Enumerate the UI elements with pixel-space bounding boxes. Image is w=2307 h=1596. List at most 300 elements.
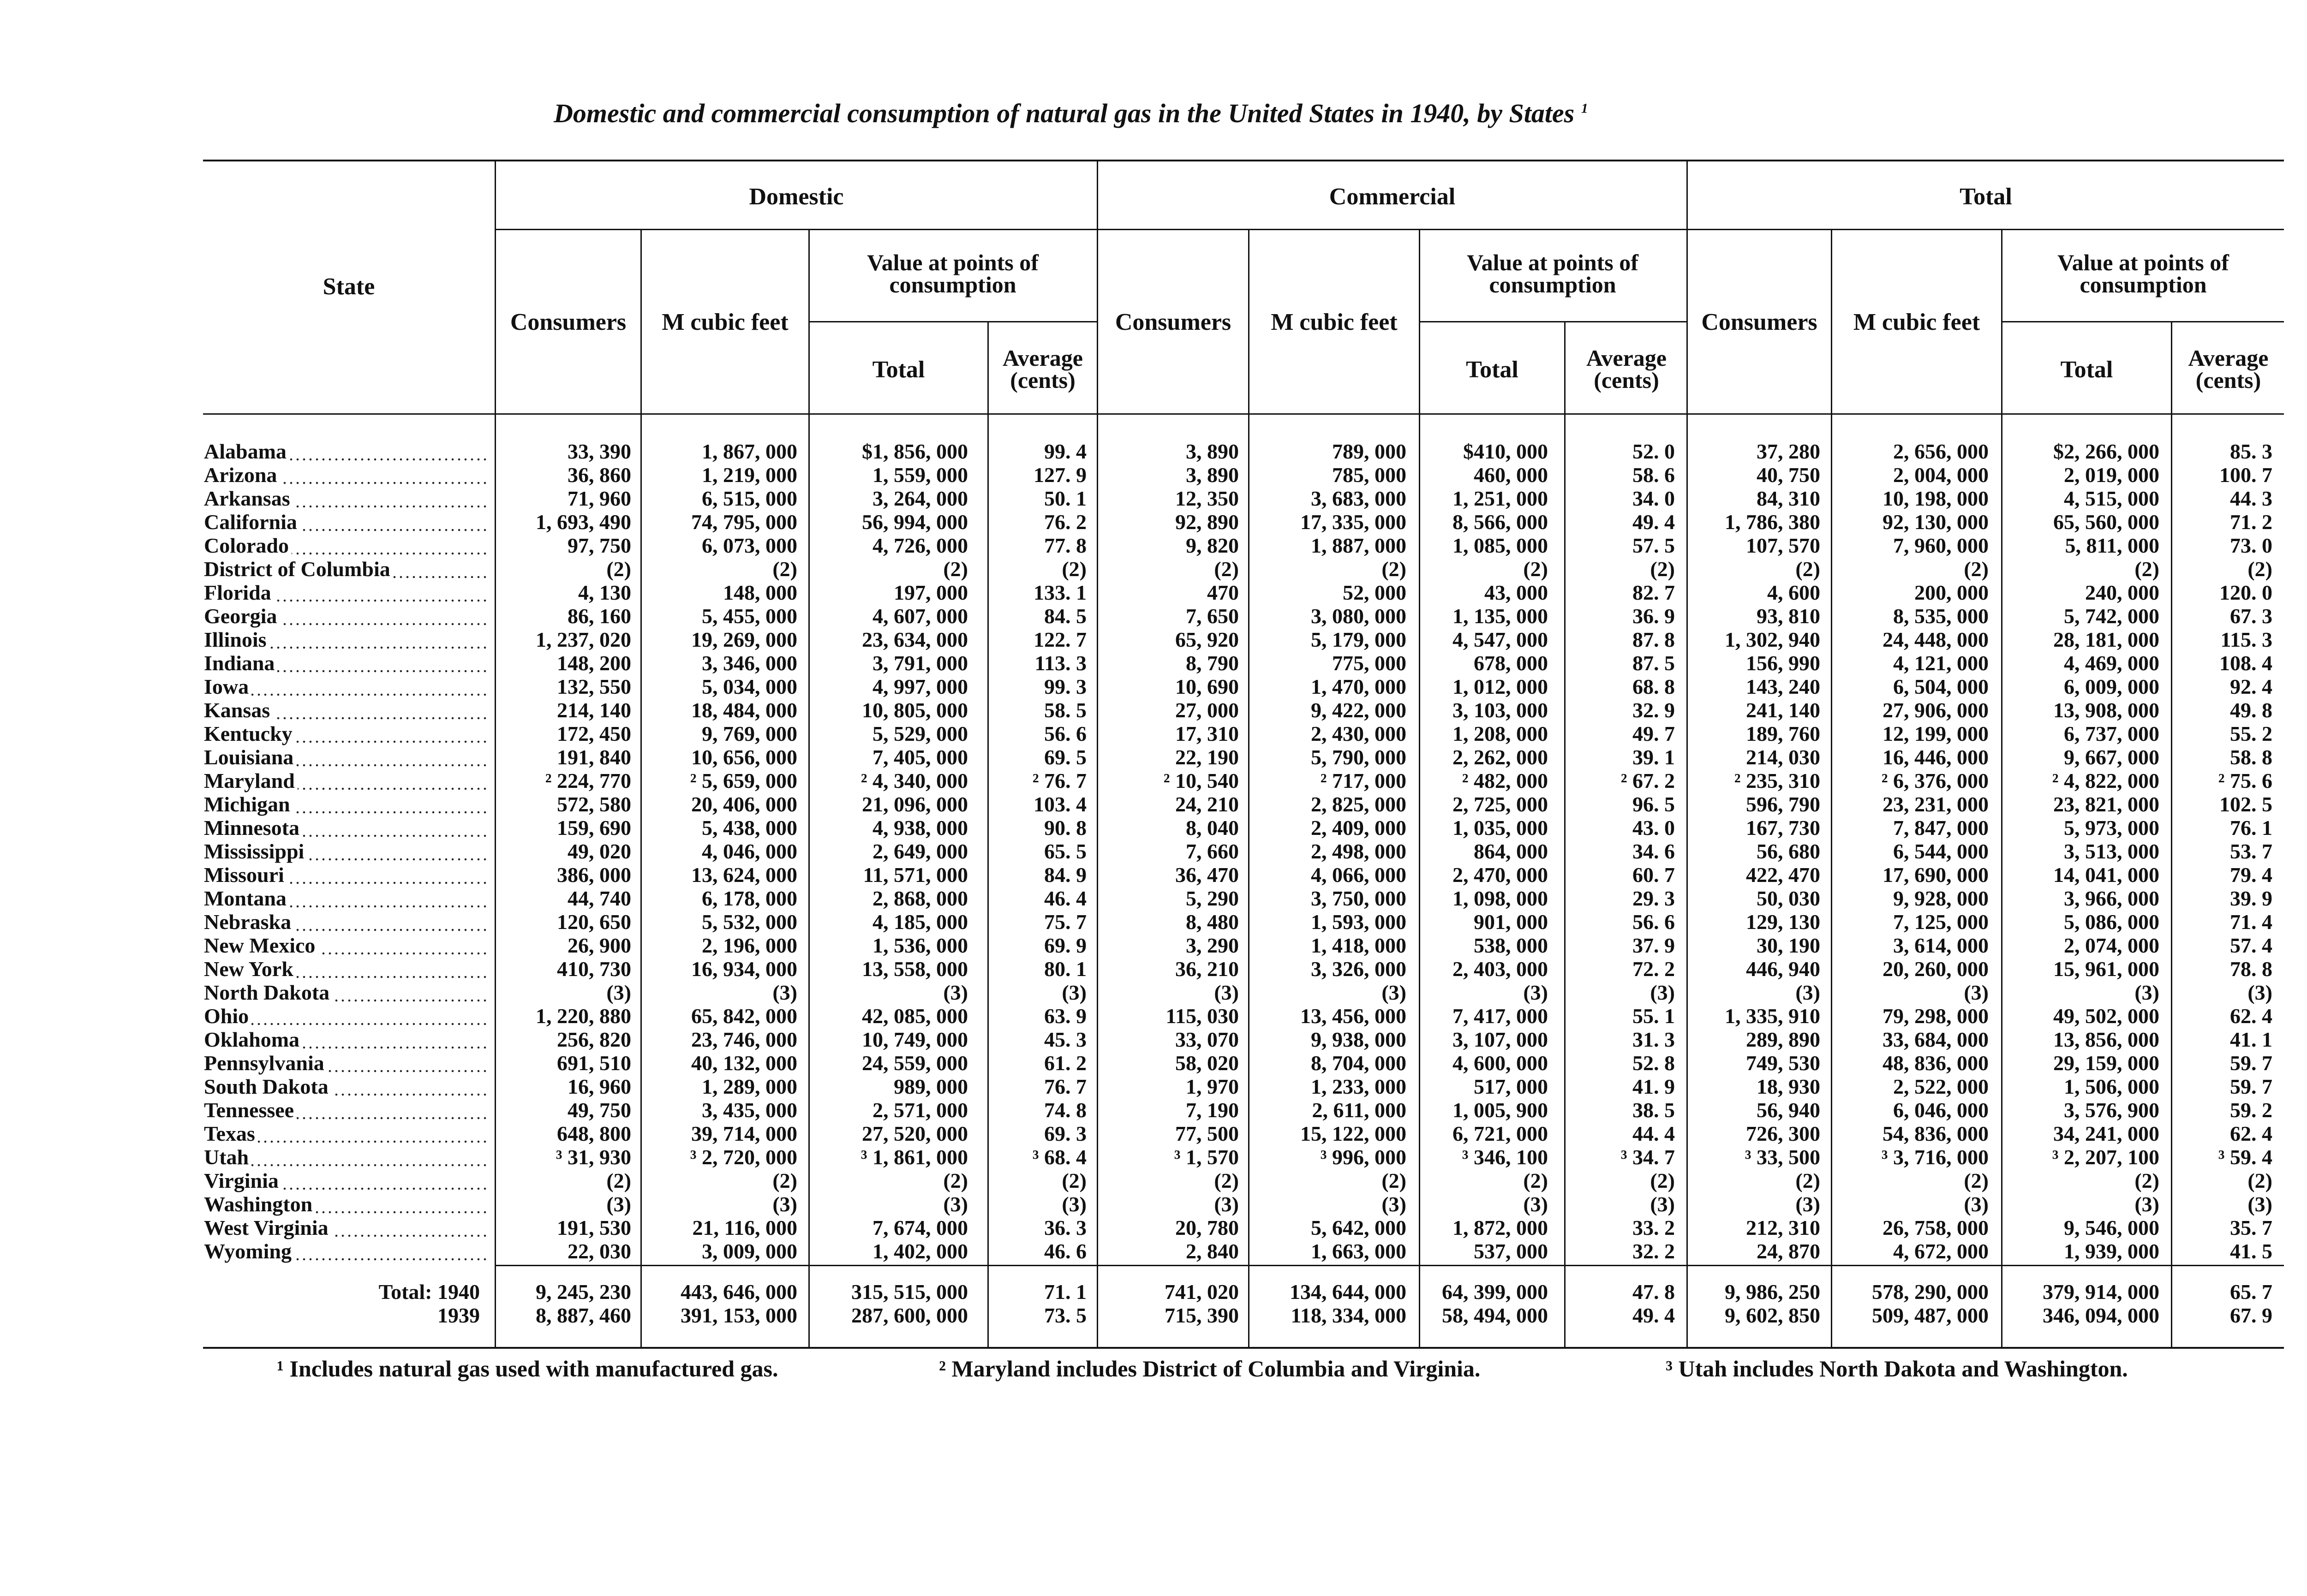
footnote-3: ³ Utah includes North Dakota and Washington. bbox=[1666, 1356, 2128, 1382]
cell-t-cons: 241, 140 bbox=[1746, 698, 1820, 722]
cell-t-val: 379, 914, 000 bbox=[2043, 1280, 2159, 1304]
cell-d-avg: 69. 9 bbox=[1044, 934, 1087, 957]
cell-d-cons: 386, 000 bbox=[557, 863, 631, 887]
table-row bbox=[0, 1075, 2307, 1098]
cell-d-mcf: ² 5, 659, 000 bbox=[690, 769, 797, 792]
cell-d-mcf: (2) bbox=[772, 1169, 797, 1192]
cell-d-val: 315, 515, 000 bbox=[851, 1280, 968, 1304]
cell-d-cons: 159, 690 bbox=[557, 816, 631, 840]
cell-t-val: $2, 266, 000 bbox=[2053, 440, 2159, 463]
cell-c-cons: 115, 030 bbox=[1165, 1004, 1239, 1028]
table-row bbox=[0, 440, 2307, 463]
cell-d-val: 197, 000 bbox=[894, 581, 968, 604]
cell-t-mcf: (3) bbox=[1964, 1192, 1989, 1216]
cell-t-cons: 84, 310 bbox=[1757, 487, 1820, 510]
cell-t-avg: 53. 7 bbox=[2230, 840, 2272, 863]
state-name: Indiana bbox=[204, 651, 490, 675]
cell-c-avg: 57. 5 bbox=[1632, 534, 1675, 557]
cell-d-val: 2, 571, 000 bbox=[873, 1098, 968, 1122]
cell-c-avg: 34. 6 bbox=[1632, 840, 1675, 863]
cell-d-cons: ² 224, 770 bbox=[545, 769, 631, 792]
table-row bbox=[0, 487, 2307, 510]
cell-d-val: 21, 096, 000 bbox=[862, 792, 968, 816]
cell-c-avg: 58. 6 bbox=[1632, 463, 1675, 487]
cell-c-avg: 39. 1 bbox=[1632, 745, 1675, 769]
table-row bbox=[0, 628, 2307, 651]
cell-t-mcf: 6, 046, 000 bbox=[1893, 1098, 1989, 1122]
cell-t-cons: 129, 130 bbox=[1746, 910, 1820, 934]
cell-t-cons: (2) bbox=[1795, 557, 1820, 581]
cell-d-avg: (3) bbox=[1062, 1192, 1087, 1216]
state-name: Georgia bbox=[204, 604, 490, 628]
cell-d-avg: 63. 9 bbox=[1044, 1004, 1087, 1028]
cell-d-val: 2, 649, 000 bbox=[873, 840, 968, 863]
cell-d-avg: 127. 9 bbox=[1034, 463, 1087, 487]
cell-t-val: 23, 821, 000 bbox=[2053, 792, 2159, 816]
cell-c-val: 1, 135, 000 bbox=[1452, 604, 1548, 628]
cell-d-cons: 4, 130 bbox=[578, 581, 631, 604]
cell-c-avg: 56. 6 bbox=[1632, 910, 1675, 934]
cell-t-val: 5, 086, 000 bbox=[2064, 910, 2159, 934]
cell-d-avg: 61. 2 bbox=[1044, 1051, 1087, 1075]
state-name: Colorado bbox=[204, 534, 490, 557]
cell-t-mcf: ³ 3, 716, 000 bbox=[1881, 1145, 1989, 1169]
cell-c-val: 1, 208, 000 bbox=[1452, 722, 1548, 745]
header-commercial: Commercial bbox=[1329, 184, 1456, 210]
cell-t-avg: 76. 1 bbox=[2230, 816, 2272, 840]
cell-t-mcf: 509, 487, 000 bbox=[1872, 1304, 1989, 1327]
cell-t-cons: 50, 030 bbox=[1757, 887, 1820, 910]
cell-d-mcf: 1, 867, 000 bbox=[702, 440, 797, 463]
cell-d-avg: 84. 5 bbox=[1044, 604, 1087, 628]
cell-d-mcf: 4, 046, 000 bbox=[702, 840, 797, 863]
cell-d-val: 4, 607, 000 bbox=[873, 604, 968, 628]
cell-d-avg: 90. 8 bbox=[1044, 816, 1087, 840]
cell-d-cons: 44, 740 bbox=[568, 887, 631, 910]
header-commercial-total: Total bbox=[1466, 357, 1518, 383]
cell-c-cons: 8, 040 bbox=[1186, 816, 1239, 840]
cell-c-avg: 82. 7 bbox=[1632, 581, 1675, 604]
cell-c-cons: 8, 480 bbox=[1186, 910, 1239, 934]
cell-t-val: ² 4, 822, 000 bbox=[2052, 769, 2159, 792]
cell-t-val: 2, 074, 000 bbox=[2064, 934, 2159, 957]
cell-c-val: 1, 005, 900 bbox=[1452, 1098, 1548, 1122]
cell-d-mcf: 16, 934, 000 bbox=[691, 957, 797, 981]
cell-t-avg: 44. 3 bbox=[2230, 487, 2272, 510]
table-row bbox=[0, 675, 2307, 698]
cell-d-mcf: 40, 132, 000 bbox=[691, 1051, 797, 1075]
cell-t-mcf: 23, 231, 000 bbox=[1883, 792, 1989, 816]
table-row bbox=[0, 1169, 2307, 1192]
cell-t-mcf: 48, 836, 000 bbox=[1883, 1051, 1989, 1075]
cell-t-avg: 41. 1 bbox=[2230, 1028, 2272, 1051]
cell-c-cons: 22, 190 bbox=[1175, 745, 1239, 769]
cell-t-avg: 120. 0 bbox=[2219, 581, 2272, 604]
cell-c-cons: 7, 190 bbox=[1186, 1098, 1239, 1122]
cell-d-val: (2) bbox=[943, 557, 968, 581]
cell-d-val: 4, 726, 000 bbox=[873, 534, 968, 557]
table-row bbox=[0, 604, 2307, 628]
cell-d-val: 1, 559, 000 bbox=[873, 463, 968, 487]
cell-d-val: 13, 558, 000 bbox=[862, 957, 968, 981]
cell-c-mcf: ² 717, 000 bbox=[1320, 769, 1406, 792]
cell-c-cons: 3, 890 bbox=[1186, 463, 1239, 487]
cell-d-mcf: 9, 769, 000 bbox=[702, 722, 797, 745]
cell-c-mcf: 8, 704, 000 bbox=[1311, 1051, 1406, 1075]
cell-c-avg: 52. 0 bbox=[1632, 440, 1675, 463]
table-row bbox=[0, 957, 2307, 981]
cell-c-avg: 34. 0 bbox=[1632, 487, 1675, 510]
cell-t-avg: 59. 7 bbox=[2230, 1051, 2272, 1075]
cell-c-cons: 8, 790 bbox=[1186, 651, 1239, 675]
cell-c-avg: 60. 7 bbox=[1632, 863, 1675, 887]
table-row bbox=[0, 1098, 2307, 1122]
state-name: Florida bbox=[204, 581, 490, 604]
cell-t-val: 5, 973, 000 bbox=[2064, 816, 2159, 840]
cell-d-val: 10, 805, 000 bbox=[862, 698, 968, 722]
cell-d-avg: ³ 68. 4 bbox=[1032, 1145, 1087, 1169]
cell-c-mcf: 5, 179, 000 bbox=[1311, 628, 1406, 651]
cell-t-avg: 59. 2 bbox=[2230, 1098, 2272, 1122]
cell-t-mcf: 6, 544, 000 bbox=[1893, 840, 1989, 863]
cell-t-avg: (3) bbox=[2247, 981, 2272, 1004]
cell-t-cons: 214, 030 bbox=[1746, 745, 1820, 769]
cell-d-cons: 691, 510 bbox=[557, 1051, 631, 1075]
table-row bbox=[0, 934, 2307, 957]
cell-t-mcf: 17, 690, 000 bbox=[1883, 863, 1989, 887]
cell-t-cons: 24, 870 bbox=[1757, 1239, 1820, 1263]
cell-c-avg: 96. 5 bbox=[1632, 792, 1675, 816]
cell-t-val: 14, 041, 000 bbox=[2053, 863, 2159, 887]
cell-d-avg: (2) bbox=[1062, 557, 1087, 581]
cell-d-cons: (3) bbox=[606, 1192, 631, 1216]
cell-c-avg: ³ 34. 7 bbox=[1620, 1145, 1675, 1169]
state-name: Mississippi bbox=[204, 840, 490, 863]
cell-c-mcf: 13, 456, 000 bbox=[1300, 1004, 1406, 1028]
cell-t-val: 9, 667, 000 bbox=[2064, 745, 2159, 769]
cell-t-cons: 189, 760 bbox=[1746, 722, 1820, 745]
cell-d-mcf: 5, 034, 000 bbox=[702, 675, 797, 698]
cell-d-mcf: 21, 116, 000 bbox=[692, 1216, 797, 1239]
cell-d-val: 3, 791, 000 bbox=[873, 651, 968, 675]
state-name: Illinois bbox=[204, 628, 490, 651]
cell-c-val: 864, 000 bbox=[1474, 840, 1548, 863]
state-name: Wyoming bbox=[204, 1239, 490, 1263]
state-name: Montana bbox=[204, 887, 490, 910]
cell-t-val: 28, 181, 000 bbox=[2053, 628, 2159, 651]
header-total-value: Value at points of consumption bbox=[2057, 250, 2229, 298]
header-state: State bbox=[323, 274, 375, 300]
cell-d-avg: 36. 3 bbox=[1044, 1216, 1087, 1239]
totals-rule bbox=[495, 1265, 2284, 1266]
header-commercial-value: Value at points of consumption bbox=[1467, 250, 1638, 298]
cell-t-mcf: 200, 000 bbox=[1914, 581, 1989, 604]
state-name: District of Columbia bbox=[204, 557, 490, 581]
cell-t-avg: 35. 7 bbox=[2230, 1216, 2272, 1239]
cell-d-mcf: 3, 009, 000 bbox=[702, 1239, 797, 1263]
cell-d-cons: (3) bbox=[606, 981, 631, 1004]
cell-c-val: (3) bbox=[1523, 1192, 1548, 1216]
cell-t-val: 13, 908, 000 bbox=[2053, 698, 2159, 722]
cell-d-avg: 73. 5 bbox=[1044, 1304, 1087, 1327]
state-name: Utah bbox=[204, 1145, 490, 1169]
cell-c-mcf: 17, 335, 000 bbox=[1300, 510, 1406, 534]
cell-c-avg: 55. 1 bbox=[1632, 1004, 1675, 1028]
header-bottom-rule bbox=[203, 413, 2284, 415]
cell-c-avg: 68. 8 bbox=[1632, 675, 1675, 698]
cell-d-avg: 122. 7 bbox=[1034, 628, 1087, 651]
state-name: California bbox=[204, 510, 490, 534]
cell-t-avg: 62. 4 bbox=[2230, 1004, 2272, 1028]
table-row bbox=[0, 887, 2307, 910]
cell-t-avg: (2) bbox=[2247, 1169, 2272, 1192]
cell-t-mcf: 54, 836, 000 bbox=[1883, 1122, 1989, 1145]
cell-d-mcf: 23, 746, 000 bbox=[691, 1028, 797, 1051]
cell-c-avg: 29. 3 bbox=[1632, 887, 1675, 910]
cell-t-avg: 55. 2 bbox=[2230, 722, 2272, 745]
cell-d-mcf: (2) bbox=[772, 557, 797, 581]
cell-t-cons: 749, 530 bbox=[1746, 1051, 1820, 1075]
state-name: Louisiana bbox=[204, 745, 490, 769]
cell-c-val: ² 482, 000 bbox=[1462, 769, 1548, 792]
table-row bbox=[0, 1145, 2307, 1169]
cell-d-val: (3) bbox=[943, 981, 968, 1004]
cell-c-avg: 47. 8 bbox=[1632, 1280, 1675, 1304]
cell-d-val: 56, 994, 000 bbox=[862, 510, 968, 534]
cell-c-cons: 17, 310 bbox=[1175, 722, 1239, 745]
cell-t-mcf: 16, 446, 000 bbox=[1883, 745, 1989, 769]
cell-d-cons: 214, 140 bbox=[557, 698, 631, 722]
cell-c-val: 1, 085, 000 bbox=[1452, 534, 1548, 557]
cell-c-avg: 32. 2 bbox=[1632, 1239, 1675, 1263]
header-domestic: Domestic bbox=[749, 184, 844, 210]
cell-t-mcf: (2) bbox=[1964, 1169, 1989, 1192]
state-name: Washington bbox=[204, 1192, 490, 1216]
cell-c-val: 1, 012, 000 bbox=[1452, 675, 1548, 698]
cell-c-mcf: (2) bbox=[1381, 557, 1406, 581]
value-rule-total bbox=[2001, 321, 2284, 322]
cell-t-val: 3, 966, 000 bbox=[2064, 887, 2159, 910]
cell-d-val: 23, 634, 000 bbox=[862, 628, 968, 651]
cell-d-cons: 16, 960 bbox=[568, 1075, 631, 1098]
state-name: Iowa bbox=[204, 675, 490, 698]
header-total-total: Total bbox=[2060, 357, 2113, 383]
state-name: Arizona bbox=[204, 463, 490, 487]
cell-d-mcf: ³ 2, 720, 000 bbox=[690, 1145, 797, 1169]
cell-t-cons: 9, 602, 850 bbox=[1725, 1304, 1820, 1327]
cell-d-avg: (3) bbox=[1062, 981, 1087, 1004]
table-row bbox=[0, 863, 2307, 887]
cell-t-val: 3, 576, 900 bbox=[2064, 1098, 2159, 1122]
cell-d-val: ³ 1, 861, 000 bbox=[861, 1145, 968, 1169]
cell-d-avg: 46. 6 bbox=[1044, 1239, 1087, 1263]
cell-t-mcf: 2, 004, 000 bbox=[1893, 463, 1989, 487]
cell-d-mcf: 20, 406, 000 bbox=[691, 792, 797, 816]
cell-c-val: 1, 872, 000 bbox=[1452, 1216, 1548, 1239]
table-row bbox=[0, 698, 2307, 722]
cell-d-val: 5, 529, 000 bbox=[873, 722, 968, 745]
cell-t-mcf: 79, 298, 000 bbox=[1883, 1004, 1989, 1028]
cell-t-val: 346, 094, 000 bbox=[2043, 1304, 2159, 1327]
cell-c-cons: 5, 290 bbox=[1186, 887, 1239, 910]
cell-d-cons: (2) bbox=[606, 1169, 631, 1192]
cell-c-mcf: 5, 790, 000 bbox=[1311, 745, 1406, 769]
cell-c-cons: 3, 290 bbox=[1186, 934, 1239, 957]
cell-t-cons: 422, 470 bbox=[1746, 863, 1820, 887]
cell-t-mcf: 2, 656, 000 bbox=[1893, 440, 1989, 463]
cell-d-avg: 133. 1 bbox=[1034, 581, 1087, 604]
cell-d-mcf: 3, 435, 000 bbox=[702, 1098, 797, 1122]
cell-d-cons: ³ 31, 930 bbox=[556, 1145, 631, 1169]
cell-c-val: 8, 566, 000 bbox=[1452, 510, 1548, 534]
cell-c-val: 58, 494, 000 bbox=[1442, 1304, 1548, 1327]
cell-c-mcf: 52, 000 bbox=[1343, 581, 1406, 604]
cell-c-val: 2, 725, 000 bbox=[1452, 792, 1548, 816]
cell-c-val: 4, 547, 000 bbox=[1452, 628, 1548, 651]
cell-t-mcf: 10, 198, 000 bbox=[1883, 487, 1989, 510]
cell-c-avg: 33. 2 bbox=[1632, 1216, 1675, 1239]
cell-d-avg: 75. 7 bbox=[1044, 910, 1087, 934]
table-row bbox=[0, 816, 2307, 840]
cell-c-mcf: 2, 611, 000 bbox=[1312, 1098, 1406, 1122]
cell-c-avg: (2) bbox=[1650, 1169, 1675, 1192]
cell-t-val: 65, 560, 000 bbox=[2053, 510, 2159, 534]
cell-t-mcf: (2) bbox=[1964, 557, 1989, 581]
cell-d-mcf: 2, 196, 000 bbox=[702, 934, 797, 957]
cell-t-avg: 71. 2 bbox=[2230, 510, 2272, 534]
cell-c-avg: 72. 2 bbox=[1632, 957, 1675, 981]
cell-c-val: 678, 000 bbox=[1474, 651, 1548, 675]
cell-t-avg: 102. 5 bbox=[2219, 792, 2272, 816]
cell-c-mcf: 1, 233, 000 bbox=[1311, 1075, 1406, 1098]
cell-d-mcf: 1, 219, 000 bbox=[702, 463, 797, 487]
header-domestic-total: Total bbox=[872, 357, 925, 383]
cell-c-cons: (3) bbox=[1214, 1192, 1239, 1216]
cell-c-cons: 36, 210 bbox=[1175, 957, 1239, 981]
value-rule-domestic bbox=[808, 321, 1097, 322]
cell-d-cons: 120, 650 bbox=[557, 910, 631, 934]
cell-t-avg: 67. 3 bbox=[2230, 604, 2272, 628]
table-row bbox=[0, 910, 2307, 934]
group-rule bbox=[495, 229, 2284, 230]
cell-d-mcf: 1, 289, 000 bbox=[702, 1075, 797, 1098]
header-total-average: Average (cents) bbox=[2188, 345, 2269, 393]
cell-c-cons: 3, 890 bbox=[1186, 440, 1239, 463]
cell-d-avg: 84. 9 bbox=[1044, 863, 1087, 887]
cell-d-cons: 1, 693, 490 bbox=[536, 510, 631, 534]
cell-c-mcf: 2, 430, 000 bbox=[1311, 722, 1406, 745]
state-name: Missouri bbox=[204, 863, 490, 887]
total-row bbox=[0, 1304, 2307, 1327]
cell-d-cons: 191, 840 bbox=[557, 745, 631, 769]
cell-t-val: 13, 856, 000 bbox=[2053, 1028, 2159, 1051]
cell-d-mcf: 74, 795, 000 bbox=[691, 510, 797, 534]
table-title: Domestic and commercial consumption of natural gas in the United States in 1940, by States $^1$ bbox=[554, 98, 1588, 128]
cell-d-cons: 26, 900 bbox=[568, 934, 631, 957]
cell-c-avg: 38. 5 bbox=[1632, 1098, 1675, 1122]
cell-c-avg: 49. 4 bbox=[1632, 510, 1675, 534]
header-domestic-average: Average (cents) bbox=[1003, 345, 1083, 393]
header-total-mcf: M cubic feet bbox=[1853, 309, 1980, 335]
cell-d-mcf: 18, 484, 000 bbox=[691, 698, 797, 722]
cell-d-cons: 22, 030 bbox=[568, 1239, 631, 1263]
cell-t-avg: 100. 7 bbox=[2219, 463, 2272, 487]
cell-d-mcf: 3, 346, 000 bbox=[702, 651, 797, 675]
cell-d-avg: 74. 8 bbox=[1044, 1098, 1087, 1122]
cell-d-val: 2, 868, 000 bbox=[873, 887, 968, 910]
cell-t-mcf: 3, 614, 000 bbox=[1893, 934, 1989, 957]
table-row bbox=[0, 1028, 2307, 1051]
cell-d-avg: ² 76. 7 bbox=[1032, 769, 1087, 792]
header-domestic-value: Value at points of consumption bbox=[867, 250, 1039, 298]
table-row bbox=[0, 651, 2307, 675]
cell-c-cons: 7, 650 bbox=[1186, 604, 1239, 628]
cell-t-avg: (3) bbox=[2247, 1192, 2272, 1216]
cell-d-cons: 86, 160 bbox=[568, 604, 631, 628]
cell-t-val: 9, 546, 000 bbox=[2064, 1216, 2159, 1239]
cell-d-val: 4, 185, 000 bbox=[873, 910, 968, 934]
cell-t-avg: 92. 4 bbox=[2230, 675, 2272, 698]
cell-c-mcf: 1, 887, 000 bbox=[1311, 534, 1406, 557]
cell-c-cons: 58, 020 bbox=[1175, 1051, 1239, 1075]
cell-c-mcf: 789, 000 bbox=[1332, 440, 1406, 463]
cell-d-avg: 71. 1 bbox=[1044, 1280, 1087, 1304]
cell-t-val: 34, 241, 000 bbox=[2053, 1122, 2159, 1145]
state-name: Nebraska bbox=[204, 910, 490, 934]
state-name: Oklahoma bbox=[204, 1028, 490, 1051]
cell-t-val: 49, 502, 000 bbox=[2053, 1004, 2159, 1028]
table-row bbox=[0, 1216, 2307, 1239]
cell-t-cons: (3) bbox=[1795, 981, 1820, 1004]
table-row bbox=[0, 722, 2307, 745]
cell-d-cons: 9, 245, 230 bbox=[536, 1280, 631, 1304]
cell-t-mcf: 4, 672, 000 bbox=[1893, 1239, 1989, 1263]
cell-c-val: $410, 000 bbox=[1463, 440, 1548, 463]
cell-c-avg: 87. 8 bbox=[1632, 628, 1675, 651]
cell-c-val: 3, 107, 000 bbox=[1452, 1028, 1548, 1051]
cell-d-cons: 71, 960 bbox=[568, 487, 631, 510]
cell-d-cons: 172, 450 bbox=[557, 722, 631, 745]
cell-d-val: 1, 536, 000 bbox=[873, 934, 968, 957]
cell-d-mcf: 39, 714, 000 bbox=[691, 1122, 797, 1145]
cell-d-val: 4, 938, 000 bbox=[873, 816, 968, 840]
cell-t-avg: 65. 7 bbox=[2230, 1280, 2272, 1304]
table-row bbox=[0, 557, 2307, 581]
cell-t-cons: 18, 930 bbox=[1757, 1075, 1820, 1098]
cell-t-cons: 56, 680 bbox=[1757, 840, 1820, 863]
cell-d-avg: 46. 4 bbox=[1044, 887, 1087, 910]
cell-c-mcf: 3, 683, 000 bbox=[1311, 487, 1406, 510]
cell-d-avg: (2) bbox=[1062, 1169, 1087, 1192]
cell-d-avg: 69. 3 bbox=[1044, 1122, 1087, 1145]
state-name: Kansas bbox=[204, 698, 490, 722]
cell-d-avg: 65. 5 bbox=[1044, 840, 1087, 863]
cell-c-mcf: 9, 422, 000 bbox=[1311, 698, 1406, 722]
cell-d-cons: 1, 220, 880 bbox=[536, 1004, 631, 1028]
cell-t-cons: 9, 986, 250 bbox=[1725, 1280, 1820, 1304]
cell-t-val: 3, 513, 000 bbox=[2064, 840, 2159, 863]
table-row bbox=[0, 1051, 2307, 1075]
cell-c-avg: 44. 4 bbox=[1632, 1122, 1675, 1145]
cell-t-val: 29, 159, 000 bbox=[2053, 1051, 2159, 1075]
cell-c-val: 64, 399, 000 bbox=[1442, 1280, 1548, 1304]
state-name: Virginia bbox=[204, 1169, 490, 1192]
cell-c-val: 901, 000 bbox=[1474, 910, 1548, 934]
cell-c-mcf: 5, 642, 000 bbox=[1311, 1216, 1406, 1239]
cell-t-avg: ³ 59. 4 bbox=[2218, 1145, 2272, 1169]
cell-t-cons: 289, 890 bbox=[1746, 1028, 1820, 1051]
cell-t-cons: 40, 750 bbox=[1757, 463, 1820, 487]
